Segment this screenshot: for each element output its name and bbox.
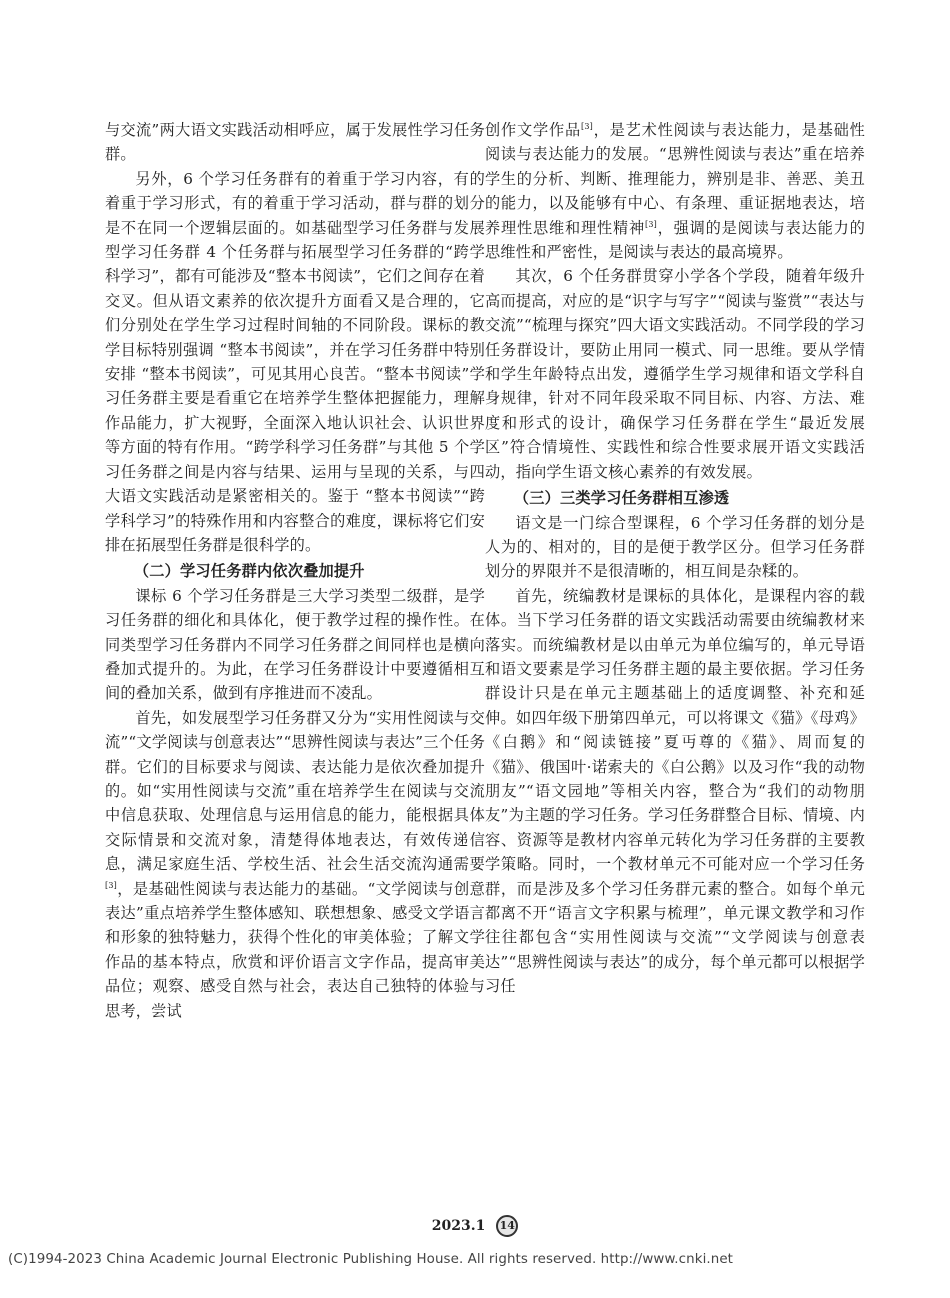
- section-heading: （二）学习任务群内依次叠加提升: [133, 562, 365, 581]
- paragraph: [105, 706, 485, 1023]
- right-column: [485, 118, 865, 999]
- paragraph-text: 创作文学作品: [485, 121, 582, 139]
- paragraph-text: ，是基础性阅读与表达能力的基础。“文学阅读与创意表达”重点培养学生整体感知、联想想象、感受文学语言和形象的独特魅力，获得个性化的审美体验；了解文学作品的基本特点，欣赏和评价语言文字作品，提高审美品位；观察、感受自然与社会，表达自己独特的体验与思考，尝试: [105, 879, 485, 1020]
- paragraph: 其次，6 个任务群贯穿小学各个学段，随着年级升高而提高，对应的是“识字与写字”“阅读与鉴赏”“表达与交流”“梳理与探究”四大语文实践活动。不同学段的学习任务群设计，要防止用同一模式、同一思维。要从学情和学生年龄特点出发，遵循学生学习规律和语文学科自身规律，针对不同年段采取不同目标、内容、方法、难度和形式的设计，确保学习任务群在学生“最近发展区”符合情境性、实践性和综合性要求展开语文实践活动，指向学生语文核心素养的有效发展。: [485, 267, 865, 481]
- paragraph: 另外，6 个学习任务群有的着重于学习内容，有的着重于学习形式，有的着重于学习活动，群与群的划分是不在同一个逻辑层面的。如基础型学习任务群与发展型学习任务群 4 个任务群与拓展型学习任务群的“跨学科学习”，都有可能涉及“整本书阅读”，它们之间存在着交叉。但从语文素养的依次提升方面看又是合理的，它们分别处在学生学习过程时间轴的不同阶段。课标的教学目标特别强调 “整本书阅读”，并在学习任务群中特别安排 “整本书阅读”，可见其用心良苦。“整本书阅读”学习任务群主要是看重它在培养学生整体把握能力，理解作品能力，扩大视野，全面深入地认识社会、认识世界等方面的特有作用。“跨学科学习任务群”与其他 5 个学习任务群之间是内容与结果、运用与呈现的关系，与四大语文实践活动是紧密相关的。鉴于 “整本书阅读”“跨学科学习”的特殊作用和内容整合的难度，课标将它们安排在拓展型任务群是很科学的。: [105, 169, 485, 554]
- paragraph: 与交流”两大语文实践活动相呼应，属于发展性学习任务群。: [105, 121, 485, 164]
- page-footer: [0, 1215, 950, 1237]
- paragraph-text: ，是艺术性阅读与表达能力，是基础性阅读与表达能力的发展。“思辨性阅读与表达”重在培养学生的分析、判断、推理能力，辨别是非、善恶、美丑的能力，以及能够有中心、有条理、重证据地表达，培养理性思维和理性精神: [485, 121, 865, 237]
- paragraph: [485, 118, 865, 264]
- left-column: [105, 118, 485, 1023]
- paragraph: 语文是一门综合型课程，6 个学习任务群的划分是人为的、相对的，目的是便于教学区分。但学习任务群划分的界限并不是很清晰的，相互间是杂糅的。: [485, 513, 865, 581]
- paragraph: 首先，统编教材是课标的具体化，是课程内容的载体。当下学习任务群的语文实践活动需要由统编教材来落实。而统编教材是以由单元为单位编写的，单元导语和语文要素是学习任务群主题的最主要依据。学习任务群设计只是在单元主题基础上的适度调整、补充和延伸。如四年级下册第四单元，可以将课文《猫》《母鸡》《白鹅》和“阅读链接”夏丏尊的《猫》、周而复的《猫》、俄国叶·诺索夫的《白公鹅》以及习作“我的动物朋友”“语文园地”等相关内容，整合为“我们的动物朋友”为主题的学习任务。学习任务群整合目标、情境、内容、资源等是教材内容单元转化为学习任务群的主要教学策略。同时，一个教材单元不可能对应一个学习任务群，而是涉及多个学习任务群元素的整合。如每个单元都离不开“语言文字积累与梳理”，单元课文教学和习作往往都包含“实用性阅读与交流”“文学阅读与创意表达”“思辨性阅读与表达”的成分，每个单元都可以根据学习任: [485, 586, 865, 996]
- paragraph-text: ，强调的是阅读与表达能力的思维性和严密性，是阅读与表达的最高境界。: [485, 218, 865, 262]
- paragraph-text: 首先，如发展型学习任务群又分为“实用性阅读与交流”“文学阅读与创意表达”“思辨性阅读与表达”三个任务群。它们的目标要求与阅读、表达能力是依次叠加提升的。如“实用性阅读与交流”重在培养学生在阅读与交流中信息获取、处理信息与运用信息的能力，能根据具体交际情景和交流对象，清楚得体地表达，有效传递信息，满足家庭生活、学校生活、社会生活交流沟通需要: [105, 708, 485, 874]
- citation-ref: [3]: [581, 121, 593, 131]
- section-heading: （三）三类学习任务群相互渗透: [513, 489, 730, 508]
- citation-ref: [3]: [105, 880, 117, 890]
- citation-ref: [3]: [645, 219, 657, 229]
- copyright-notice: (C)1994-2023 China Academic Journal Electronic Publishing House. All rights reserved. http://www.cnki.net: [8, 1252, 734, 1267]
- page-number-badge: 14: [496, 1215, 518, 1237]
- paragraph: 课标 6 个学习任务群是三大学习类型二级群，是学习任务群的细化和具体化，便于教学过程的操作性。在同类型学习任务群内不同学习任务群之间同样也是横向叠加式提升的。为此，在学习任务群设计中要遵循相互间的叠加关系，做到有序推进而不凌乱。: [105, 586, 485, 703]
- issue-label: 2023.1: [431, 1218, 486, 1234]
